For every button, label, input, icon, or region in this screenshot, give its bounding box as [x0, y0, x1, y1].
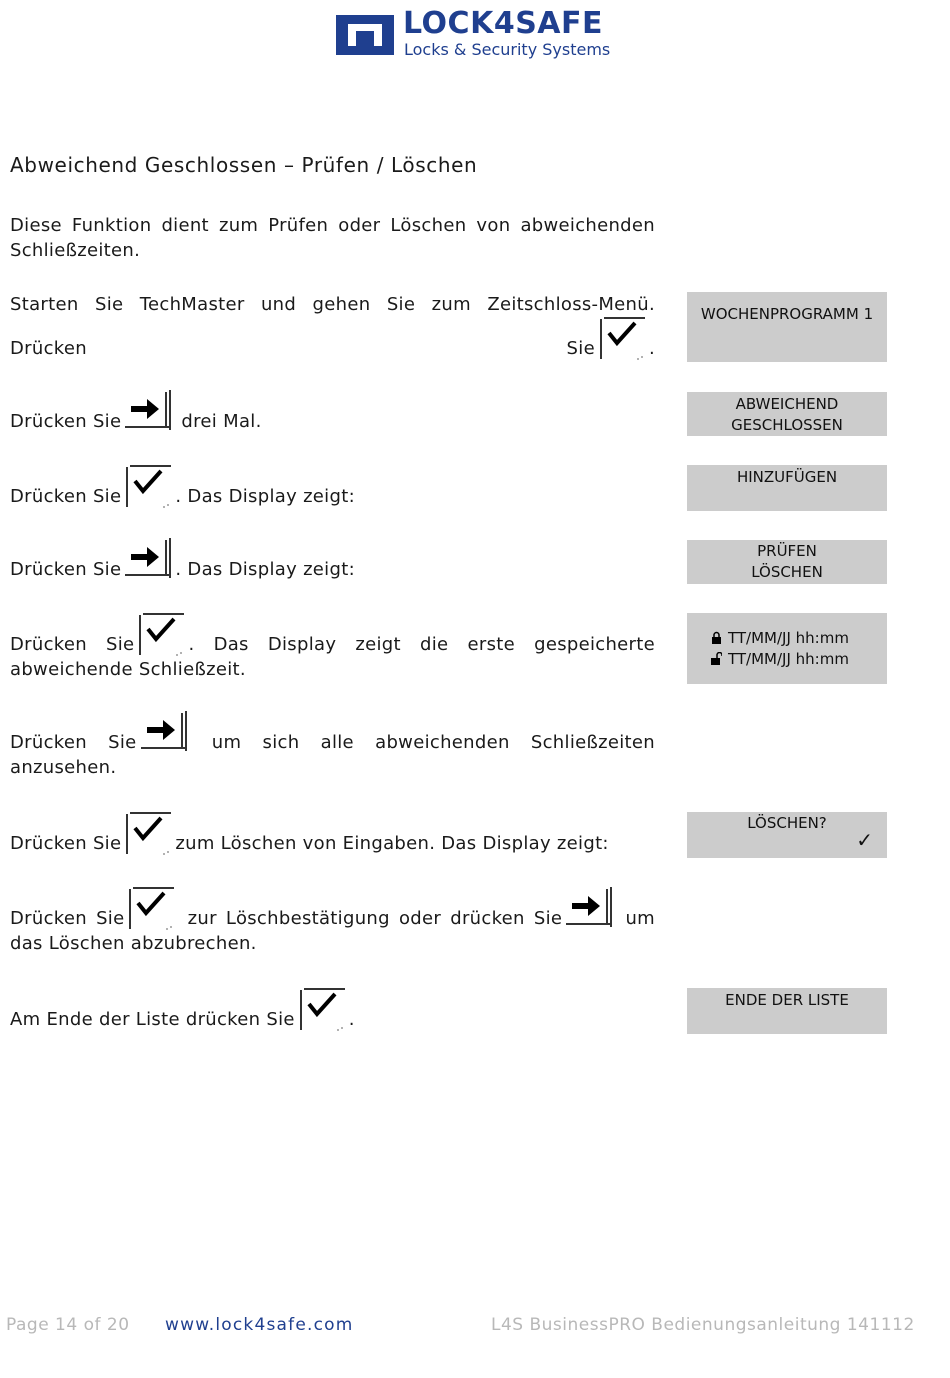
- check-key-icon: [138, 613, 184, 657]
- step-first-entry: Drücken Sie . Das Display zeigt die erste gespeicherte abweichende Schließzeit.: [10, 613, 655, 682]
- step-arrow-three-times: Drücken Sie drei Mal.: [10, 390, 655, 434]
- lock-open-icon: [711, 652, 722, 665]
- footer-website-link[interactable]: www.lock4safe.com: [165, 1315, 354, 1335]
- display-pruefen-loeschen: PRÜFEN LÖSCHEN: [687, 540, 887, 584]
- arrow-key-icon: [566, 887, 612, 931]
- step-confirm-delete: Drücken Sie zur Löschbestätigung oder drücken Sie um das Löschen abzubrechen.: [10, 887, 655, 956]
- check-key-icon: [599, 317, 645, 361]
- display-abweichend-geschlossen: ABWEICHEND GESCHLOSSEN: [687, 392, 887, 436]
- checkmark-icon: ✓: [856, 828, 873, 852]
- logo-tagline: Locks & Security Systems: [404, 40, 611, 59]
- brand-logo: [336, 6, 636, 60]
- step-arrow-display: Drücken Sie . Das Display zeigt:: [10, 538, 655, 582]
- step-check-display: Drücken Sie . Das Display zeigt:: [10, 465, 655, 509]
- check-key-icon: [125, 465, 171, 509]
- footer-document-title: L4S BusinessPRO Bedienungsanleitung 141112: [491, 1315, 915, 1335]
- step-end-of-list: Am Ende der Liste drücken Sie .: [10, 988, 655, 1032]
- intro-paragraph: Diese Funktion dient zum Prüfen oder Löschen von abweichenden Schließzeiten.: [10, 215, 655, 261]
- check-key-icon: [125, 812, 171, 856]
- check-key-icon: [299, 988, 345, 1032]
- display-entry-times: TT/MM/JJ hh:mm TT/MM/JJ hh:mm: [687, 613, 887, 684]
- display-wochenprogramm: WOCHENPROGRAMM 1: [687, 292, 887, 362]
- step-browse-entries: Drücken Sie um sich alle abweichenden Schließzeiten anzusehen.: [10, 711, 655, 780]
- step-delete-entry: Drücken Sie zum Löschen von Eingaben. Das Display zeigt:: [10, 812, 655, 856]
- lock-closed-icon: [711, 631, 722, 644]
- arrow-key-icon: [125, 390, 171, 434]
- arrow-key-icon: [125, 538, 171, 582]
- footer-page-number: Page 14 of 20: [6, 1315, 130, 1335]
- display-hinzufuegen: HINZUFÜGEN: [687, 465, 887, 511]
- step-start-techmaster: Starten Sie TechMaster und gehen Sie zum Zeitschloss-Menü. Drücken Sie .: [10, 294, 655, 359]
- logo-name: LOCK4SAFE: [403, 6, 603, 41]
- display-ende-der-liste: ENDE DER LISTE: [687, 988, 887, 1034]
- section-heading: Abweichend Geschlossen – Prüfen / Löschen: [10, 153, 478, 177]
- check-key-icon: [128, 887, 174, 931]
- arrow-key-icon: [141, 711, 187, 755]
- lock4safe-logo-icon: [336, 15, 394, 55]
- display-loeschen-confirm: LÖSCHEN? ✓: [687, 812, 887, 858]
